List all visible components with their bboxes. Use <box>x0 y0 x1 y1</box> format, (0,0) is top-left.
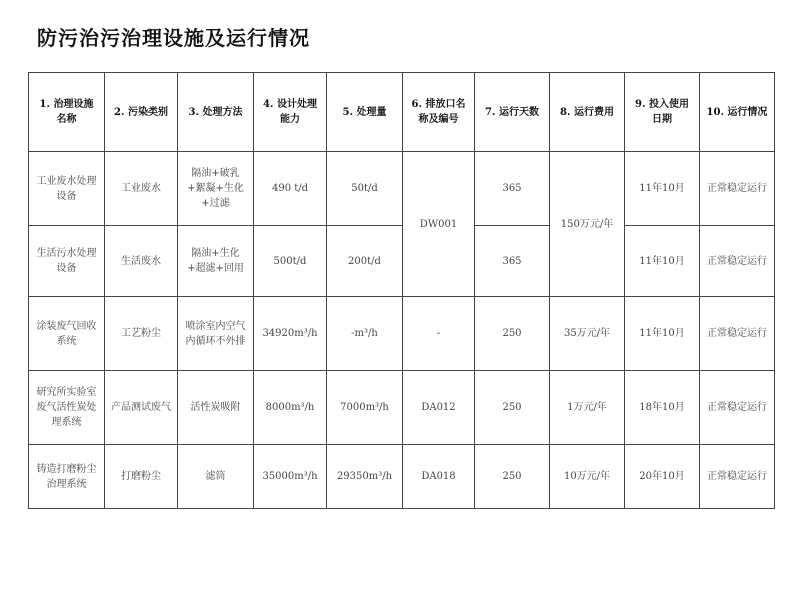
cell-facility-name: 生活污水处理设备 <box>29 226 105 297</box>
cell-operating-cost: 150万元/年 <box>550 152 625 297</box>
page-title: 防污治污治理设施及运行情况 <box>37 26 310 50</box>
cell-commission-date: 20年10月 <box>625 445 700 509</box>
cell-outlet: DW001 <box>403 152 475 297</box>
cell-treatment-volume: 50t/d <box>327 152 403 226</box>
cell-treatment-volume: 29350m³/h <box>327 445 403 509</box>
cell-operating-days: 250 <box>475 445 550 509</box>
cell-outlet: DA012 <box>403 371 475 445</box>
cell-operating-status: 正常稳定运行 <box>700 297 775 371</box>
cell-commission-date: 11年10月 <box>625 297 700 371</box>
table-row <box>29 445 775 509</box>
cell-design-capacity: 500t/d <box>254 226 327 297</box>
header-facility-name: 1. 治理设施名称 <box>29 73 105 152</box>
cell-operating-days: 365 <box>475 152 550 226</box>
cell-pollution-category: 打磨粉尘 <box>105 445 178 509</box>
cell-operating-cost: 1万元/年 <box>550 371 625 445</box>
cell-pollution-category: 生活废水 <box>105 226 178 297</box>
cell-treatment-volume: -m³/h <box>327 297 403 371</box>
cell-commission-date: 11年10月 <box>625 152 700 226</box>
cell-operating-cost: 10万元/年 <box>550 445 625 509</box>
cell-design-capacity: 34920m³/h <box>254 297 327 371</box>
cell-treatment-method: 隔油+破乳+絮凝+生化+过滤 <box>178 152 254 226</box>
cell-operating-days: 365 <box>475 226 550 297</box>
cell-commission-date: 11年10月 <box>625 226 700 297</box>
cell-treatment-method: 滤筒 <box>178 445 254 509</box>
cell-treatment-method: 隔油+生化+超滤+回用 <box>178 226 254 297</box>
header-operating-days: 7. 运行天数 <box>475 73 550 152</box>
header-operating-cost: 8. 运行费用 <box>550 73 625 152</box>
facility-table <box>28 72 775 509</box>
cell-pollution-category: 工艺粉尘 <box>105 297 178 371</box>
header-design-capacity: 4. 设计处理能力 <box>254 73 327 152</box>
cell-operating-cost: 35万元/年 <box>550 297 625 371</box>
cell-pollution-category: 工业废水 <box>105 152 178 226</box>
cell-outlet: - <box>403 297 475 371</box>
cell-pollution-category: 产品测试废气 <box>105 371 178 445</box>
header-operating-status: 10. 运行情况 <box>700 73 775 152</box>
header-commission-date: 9. 投入使用日期 <box>625 73 700 152</box>
cell-treatment-method: 喷涂室内空气内循环不外排 <box>178 297 254 371</box>
cell-treatment-volume: 7000m³/h <box>327 371 403 445</box>
table-row <box>29 226 775 297</box>
header-pollution-category: 2. 污染类别 <box>105 73 178 152</box>
cell-operating-status: 正常稳定运行 <box>700 152 775 226</box>
header-treatment-volume: 5. 处理量 <box>327 73 403 152</box>
cell-design-capacity: 35000m³/h <box>254 445 327 509</box>
table-row <box>29 152 775 226</box>
cell-design-capacity: 490 t/d <box>254 152 327 226</box>
table-row <box>29 371 775 445</box>
header-treatment-method: 3. 处理方法 <box>178 73 254 152</box>
cell-design-capacity: 8000m³/h <box>254 371 327 445</box>
cell-operating-status: 正常稳定运行 <box>700 371 775 445</box>
cell-operating-days: 250 <box>475 371 550 445</box>
cell-operating-status: 正常稳定运行 <box>700 445 775 509</box>
cell-facility-name: 铸造打磨粉尘治理系统 <box>29 445 105 509</box>
table-row <box>29 297 775 371</box>
cell-treatment-method: 活性炭吸附 <box>178 371 254 445</box>
cell-operating-days: 250 <box>475 297 550 371</box>
cell-treatment-volume: 200t/d <box>327 226 403 297</box>
table-header-row <box>29 73 775 152</box>
cell-commission-date: 18年10月 <box>625 371 700 445</box>
cell-facility-name: 涂装废气回收系统 <box>29 297 105 371</box>
cell-outlet: DA018 <box>403 445 475 509</box>
cell-facility-name: 工业废水处理设备 <box>29 152 105 226</box>
header-outlet: 6. 排放口名称及编号 <box>403 73 475 152</box>
cell-facility-name: 研究所实验室废气活性炭处理系统 <box>29 371 105 445</box>
cell-operating-status: 正常稳定运行 <box>700 226 775 297</box>
